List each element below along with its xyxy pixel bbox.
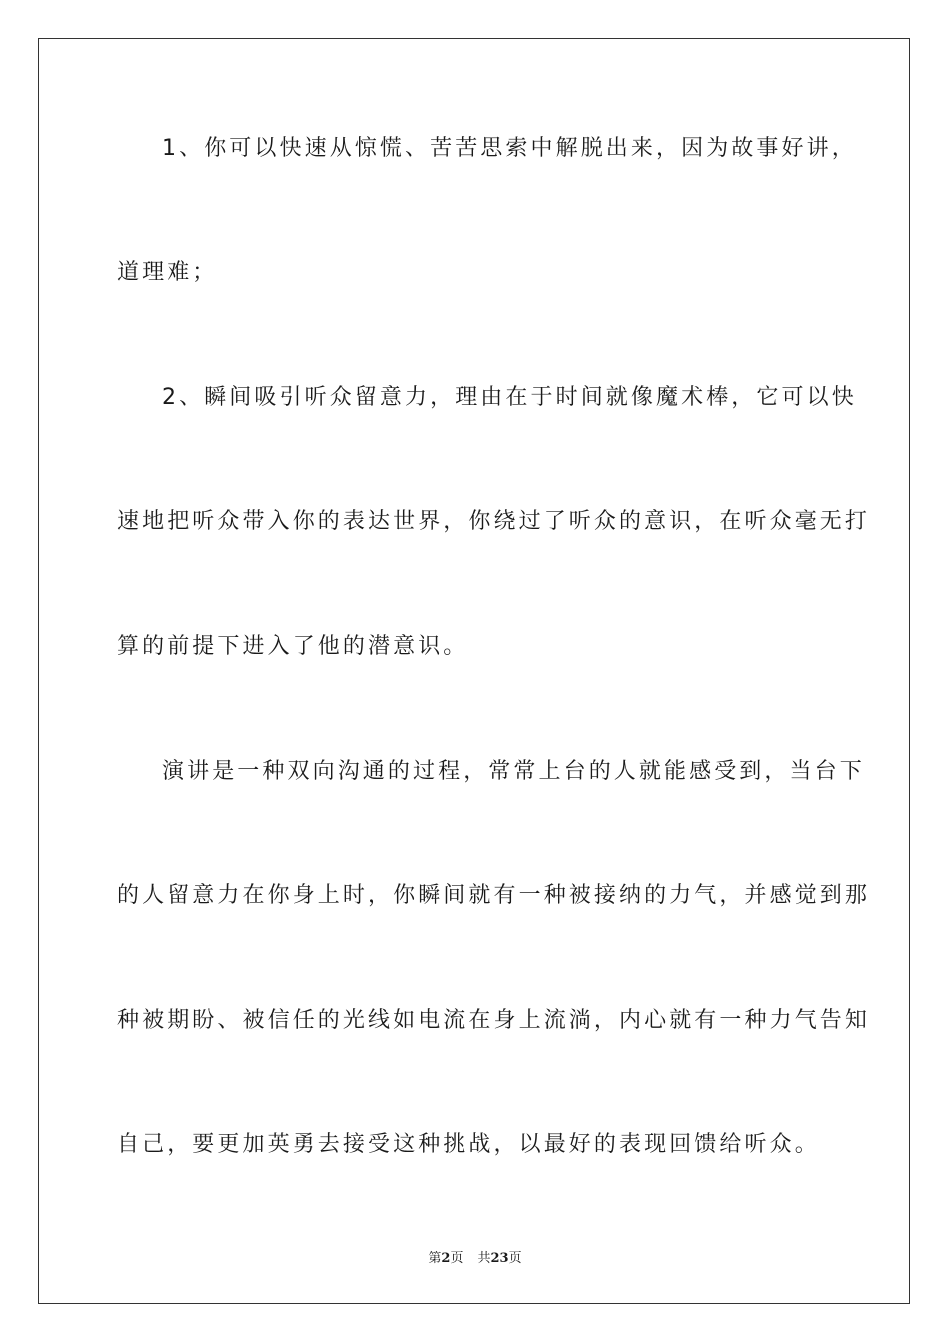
page-prefix: 第 [428,1251,442,1266]
page-frame [38,38,910,1304]
page-suffix: 页 [450,1251,464,1266]
paragraph-2-line-1: 2、瞬间吸引听众留意力，理由在于时间就像魔术棒，它可以快 [162,385,857,410]
paragraph-1-line-2: 道理难； [117,260,218,285]
paragraph-1-line-1: 1、你可以快速从惊慌、苦苦思索中解脱出来，因为故事好讲， [162,136,857,161]
page-footer [0,1247,950,1266]
paragraph-3-line-2: 的人留意力在你身上时，你瞬间就有一种被接纳的力气，并感觉到那 [117,883,871,908]
page-number: 2 [441,1251,451,1266]
paragraph-3-line-1: 演讲是一种双向沟通的过程，常常上台的人就能感受到，当台下 [162,759,865,784]
total-prefix: 共 [477,1251,491,1266]
paragraph-3-line-4: 自己，要更加英勇去接受这种挑战，以最好的表现回馈给听众。 [117,1132,820,1157]
paragraph-2-line-3: 算的前提下进入了他的潜意识。 [117,634,469,659]
total-suffix: 页 [508,1251,522,1266]
paragraph-2-line-2: 速地把听众带入你的表达世界，你绕过了听众的意识，在听众毫无打 [117,509,871,534]
total-pages: 23 [490,1251,509,1266]
paragraph-3-line-3: 种被期盼、被信任的光线如电流在身上流淌，内心就有一种力气告知 [117,1008,871,1033]
